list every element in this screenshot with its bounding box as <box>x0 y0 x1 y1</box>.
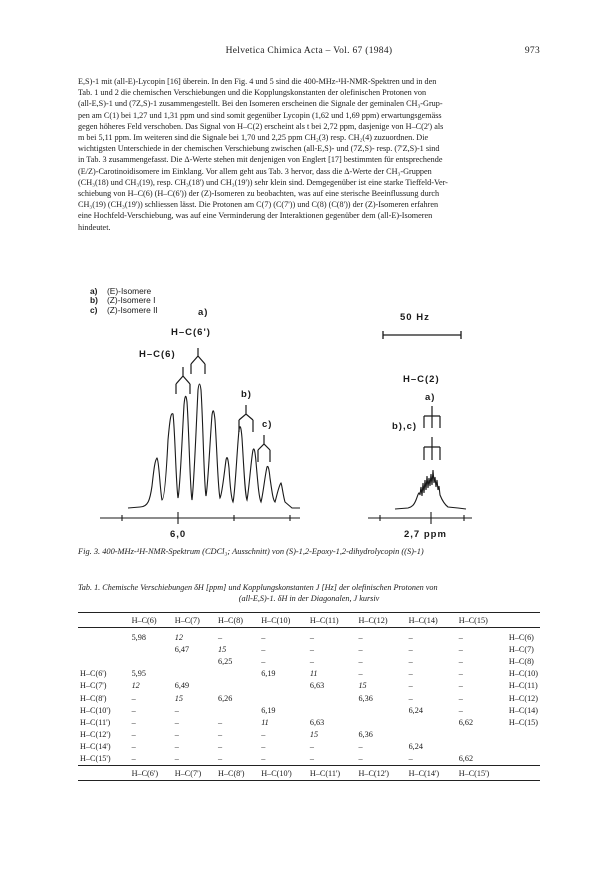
label-50hz: 50 Hz <box>400 312 430 323</box>
table-cell: – <box>217 730 223 740</box>
figure-caption <box>78 547 540 556</box>
table-cell: 11 <box>261 717 269 727</box>
table-cell <box>507 753 540 766</box>
table-cell: 15 <box>309 730 319 740</box>
table-cell: – <box>131 705 136 715</box>
table-cell: H–C(14') <box>80 742 111 752</box>
table-cell <box>407 716 457 728</box>
table-cell <box>78 643 130 655</box>
label-hc2: H–C(2) <box>403 374 440 385</box>
table-cell: – <box>358 742 363 752</box>
table-cell: – <box>309 754 314 764</box>
label-c-left: c) <box>262 419 273 430</box>
table-footer-cell: H–C(14') <box>407 766 457 781</box>
body-paragraph <box>78 76 540 233</box>
table-cell: 12 <box>174 632 183 642</box>
table-row <box>78 680 540 692</box>
table-cell: 11 <box>309 669 318 679</box>
table-cell: – <box>217 632 223 642</box>
paragraph-line: E,S)-1 mit (all-E)-Lycopin [16] überein. In den Fig. 4 und 5 sind die 400-MHz-¹H-NMR-Spektren und in den <box>78 77 437 86</box>
table-cell <box>259 680 308 692</box>
table-cell: – <box>174 742 179 752</box>
table-caption <box>78 582 540 604</box>
multiplet-h-c2-a <box>424 406 440 428</box>
table-cell: H–C(12') <box>80 730 111 740</box>
table-cell <box>407 729 457 741</box>
table-cell: – <box>458 632 463 642</box>
table-cell: – <box>458 656 463 666</box>
table-cell: – <box>217 717 223 727</box>
table-header-cell: H–C(10) <box>259 613 308 628</box>
table-row <box>78 628 540 644</box>
table-header-cell <box>78 613 130 628</box>
table-cell: – <box>261 754 266 764</box>
table-cell: – <box>174 717 179 727</box>
table-cell: H–C(14) <box>508 705 538 715</box>
table-footer-cell <box>78 766 130 781</box>
table-cell: 15 <box>217 644 227 654</box>
table-cell: 6,36 <box>358 693 373 703</box>
table-header-cell: H–C(11) <box>308 613 357 628</box>
table-cell: H–C(10') <box>80 705 111 715</box>
table-cell: 15 <box>358 681 367 691</box>
table-cell <box>356 704 406 716</box>
paragraph-line: schiebung von H–C(6) (H–C(6')) der (Z)-Isomeren zu beobachten, was auf eine sterische Beeinflussung durch <box>78 189 440 199</box>
table-row <box>78 741 540 753</box>
table-footer-cell: H–C(12') <box>356 766 406 781</box>
table-cell: – <box>131 754 136 764</box>
table-cell: – <box>408 644 413 654</box>
table-cell: H–C(8) <box>508 656 534 666</box>
table-cell <box>173 655 216 667</box>
table-header-cell: H–C(14) <box>407 613 457 628</box>
table-cell <box>308 692 357 704</box>
label-b-left: b) <box>241 389 252 400</box>
label-hc6-prime: H–C(6') <box>171 327 211 338</box>
table-cell: – <box>217 754 223 764</box>
table-cell: H–C(10) <box>508 669 538 679</box>
label-a-left: a) <box>198 307 209 318</box>
paragraph-line: (all-E,S)-1 und (7Z,S)-1 zusammengestellt. Bei den Isomeren erscheinen die Signale der geminalen CH₃-Grup- <box>78 99 443 109</box>
table-footer-cell: H–C(7') <box>173 766 216 781</box>
paragraph-line: wichtigsten Unterschiede in der chemischen Verschiebung zwischen (all-E,S)- und (7Z,S)- resp. (7'Z,S)-1 sind <box>78 144 440 154</box>
table-cell: 6,19 <box>261 669 276 679</box>
table-footer-cell <box>507 766 540 781</box>
paragraph-line: (E/Z)-Carotinoidisomere im Einklang. Vor allem geht aus Tab. 3 hervor, dass die Δ-Werte der CH₃-Gruppen <box>78 166 432 176</box>
table-cell: – <box>408 656 413 666</box>
nmr-data-table <box>78 612 540 781</box>
table-cell: – <box>261 730 266 740</box>
table-cell: H–C(8') <box>80 693 107 703</box>
table-cell: – <box>131 693 136 703</box>
table-cell: – <box>174 754 179 764</box>
table-footer-cell: H–C(10') <box>259 766 308 781</box>
table-cell: 6,49 <box>174 681 190 691</box>
table-cell <box>216 704 259 716</box>
table-cell <box>216 668 259 680</box>
table-header-cell: H–C(6) <box>130 613 173 628</box>
page-header <box>78 46 540 60</box>
table-cell <box>457 729 507 741</box>
table-cell: – <box>458 644 463 654</box>
table-caption-line1: Tab. 1. Chemische Verschiebungen δH [ppm] und Kopplungskonstanten J [Hz] der olefinischen Protonen von <box>78 583 438 592</box>
table-cell: 5,98 <box>131 632 146 642</box>
table-cell: – <box>408 632 413 642</box>
multiplet-h-c6 <box>176 367 190 394</box>
journal-title: Helvetica Chimica Acta – Vol. 67 (1984) <box>225 46 393 56</box>
multiplet-h-c2-bc <box>424 437 440 460</box>
table-cell: – <box>358 632 363 642</box>
table-cell: – <box>217 742 223 752</box>
legend-key: c) <box>90 304 98 315</box>
table-cell: – <box>309 656 314 666</box>
table-cell: 6,26 <box>217 693 233 703</box>
page-number: 973 <box>524 46 540 56</box>
figure-caption-text: Fig. 3. 400-MHz-¹H-NMR-Spektrum (CDCl₃; Ausschnitt) von (S)-1,2-Epoxy-1,2-dihydrolycopin ((S)-1) <box>78 547 424 556</box>
table-cell: – <box>261 644 266 654</box>
table-cell: – <box>309 632 314 642</box>
table-cell: H–C(15') <box>80 754 111 764</box>
table-cell: – <box>174 730 179 740</box>
paragraph-line: pen am C(1) bei 1,27 und 1,31 ppm und sind somit gegenüber Lycopin (1,62 und 1,69 ppm) erwartungsgemäss <box>78 110 442 120</box>
table-cell: 12 <box>131 681 140 691</box>
table-cell: 6,63 <box>309 681 325 691</box>
table-cell: – <box>358 669 363 679</box>
table-cell: H–C(11') <box>80 717 111 727</box>
table-cell: – <box>261 742 266 752</box>
table-cell: H–C(12) <box>508 693 538 703</box>
table-cell <box>356 716 406 728</box>
table-cell: – <box>408 669 413 679</box>
legend-text: (E)-Isomere <box>107 286 152 296</box>
table-cell: – <box>358 754 363 764</box>
table-cell <box>507 729 540 741</box>
table-cell <box>308 704 357 716</box>
label-hc6: H–C(6) <box>139 349 176 360</box>
nmr-spectrum-figure <box>0 290 600 545</box>
legend-key: b) <box>90 295 98 306</box>
table-cell: – <box>458 705 463 715</box>
paragraph-line: eine Hochfeld-Verschiebung, was auf eine Verminderung der Interaktionen gegenüber dem (all-E)-Isomeren <box>78 211 433 221</box>
multiplet-h-c6-prime <box>191 348 205 374</box>
table-cell: – <box>261 656 266 666</box>
table-header-cell: H–C(12) <box>356 613 406 628</box>
table-row <box>78 704 540 716</box>
table-cell: 6,24 <box>408 742 423 752</box>
table-cell: – <box>131 730 136 740</box>
table-cell: – <box>458 669 463 679</box>
table-row <box>78 655 540 667</box>
table-footer-row <box>78 766 540 781</box>
table-cell: H–C(7') <box>80 681 107 691</box>
table-cell: 6,47 <box>174 644 190 654</box>
table-cell: 6,36 <box>358 730 373 740</box>
table-cell: – <box>408 693 413 703</box>
table-cell: H–C(6') <box>80 669 107 679</box>
table-cell: – <box>358 644 363 654</box>
table-header-cell: H–C(7) <box>173 613 216 628</box>
table-footer-cell: H–C(15') <box>457 766 507 781</box>
multiplet-c-left <box>258 435 270 462</box>
table-header-cell <box>507 613 540 628</box>
table-cell: – <box>131 742 136 752</box>
axis-right <box>368 512 472 524</box>
paragraph-line: Tab. 1 und 2 die chemischen Verschiebungen und die Kopplungskonstanten der olefinischen Protonen von <box>78 88 427 98</box>
legend-key: a) <box>90 286 98 296</box>
table-footer-cell: H–C(6') <box>130 766 173 781</box>
table-header-cell: H–C(8) <box>216 613 259 628</box>
table-cell: H–C(15) <box>508 717 538 727</box>
table-cell <box>507 741 540 753</box>
legend-text: (Z)-Isomere I <box>107 295 156 306</box>
table-cell: H–C(6) <box>508 632 534 642</box>
table-cell <box>173 668 216 680</box>
spectrum-trace-right <box>395 470 466 509</box>
table-footer-cell: H–C(11') <box>308 766 357 781</box>
spectrum-trace-left <box>128 384 300 508</box>
table-cell: – <box>261 632 266 642</box>
paragraph-line: hindeutet. <box>78 222 111 232</box>
table-row <box>78 668 540 680</box>
table-cell <box>130 643 173 655</box>
table-cell: H–C(7) <box>508 644 534 654</box>
paragraph-line: gegen höheres Feld verschoben. Das Signal von H–C(2) erscheint als t bei 2,72 ppm, dasjenige von H–C(2') als <box>78 121 444 131</box>
table-row <box>78 729 540 741</box>
table-cell: 6,24 <box>408 705 423 715</box>
table-cell: – <box>174 705 179 715</box>
table-cell <box>216 680 259 692</box>
legend-text: (Z)-Isomere II <box>107 304 158 315</box>
paragraph-line: CH₃(19) (CH₃(19')) schliessen lässt. Die Protonen am C(7) (C(7')) und C(8) (C(8')) der (Z)-Isomeren erfahren <box>78 200 439 210</box>
table-cell: 6,25 <box>217 656 233 666</box>
table-footer-cell: H–C(8') <box>216 766 259 781</box>
table-cell: 6,62 <box>458 754 474 764</box>
table-header-row <box>78 613 540 628</box>
table-cell: – <box>358 656 363 666</box>
table-cell: – <box>458 681 463 691</box>
table-cell: 6,19 <box>261 705 276 715</box>
table-cell: 15 <box>174 693 183 703</box>
table-cell: – <box>458 693 463 703</box>
table-cell: – <box>131 717 136 727</box>
paragraph-line: in Tab. 3 zusammengefasst. Die Δ-Werte stehen mit denjenigen von Englert [17] bestimmten für entsprechende <box>78 155 443 165</box>
table-cell: – <box>408 754 413 764</box>
table-cell <box>259 692 308 704</box>
table-cell <box>78 655 130 667</box>
table-cell: – <box>309 742 314 752</box>
table-row <box>78 716 540 728</box>
table-row <box>78 643 540 655</box>
table-cell: 6,63 <box>309 717 325 727</box>
table-cell <box>78 628 130 644</box>
table-header-cell: H–C(15) <box>457 613 507 628</box>
tick-label-right: 2,7 ppm <box>404 529 447 540</box>
table-caption-line2: (all-E,S)-1. δH in der Diagonalen, J kursiv <box>238 594 380 603</box>
table-cell: – <box>309 644 314 654</box>
label-a-right: a) <box>425 392 436 403</box>
paragraph-line: m bei 5,11 ppm. Im weiteren sind die Signale bei 1,70 und 2,25 ppm CH₂(3) resp. CH₂(4) zuzuordnen. Die <box>78 133 429 143</box>
table-cell: 5,95 <box>131 669 146 679</box>
table-cell: – <box>408 681 413 691</box>
scale-bar-50hz <box>383 331 461 339</box>
tick-label-left: 6,0 <box>170 529 187 540</box>
axis-left <box>100 512 300 524</box>
table-cell: 6,62 <box>458 717 474 727</box>
label-bc-right: b),c) <box>392 421 418 432</box>
table-cell <box>130 655 173 667</box>
table-cell: H–C(11) <box>508 681 538 691</box>
table-row <box>78 753 540 766</box>
table-row <box>78 692 540 704</box>
table-cell <box>457 741 507 753</box>
paragraph-line: (CH₃(18) und CH₃(19), resp. CH₃(18') und CH₃(19')) sehr klein sind. Demgegenüber ist eine starke Tieffeld-Ver- <box>78 177 448 187</box>
